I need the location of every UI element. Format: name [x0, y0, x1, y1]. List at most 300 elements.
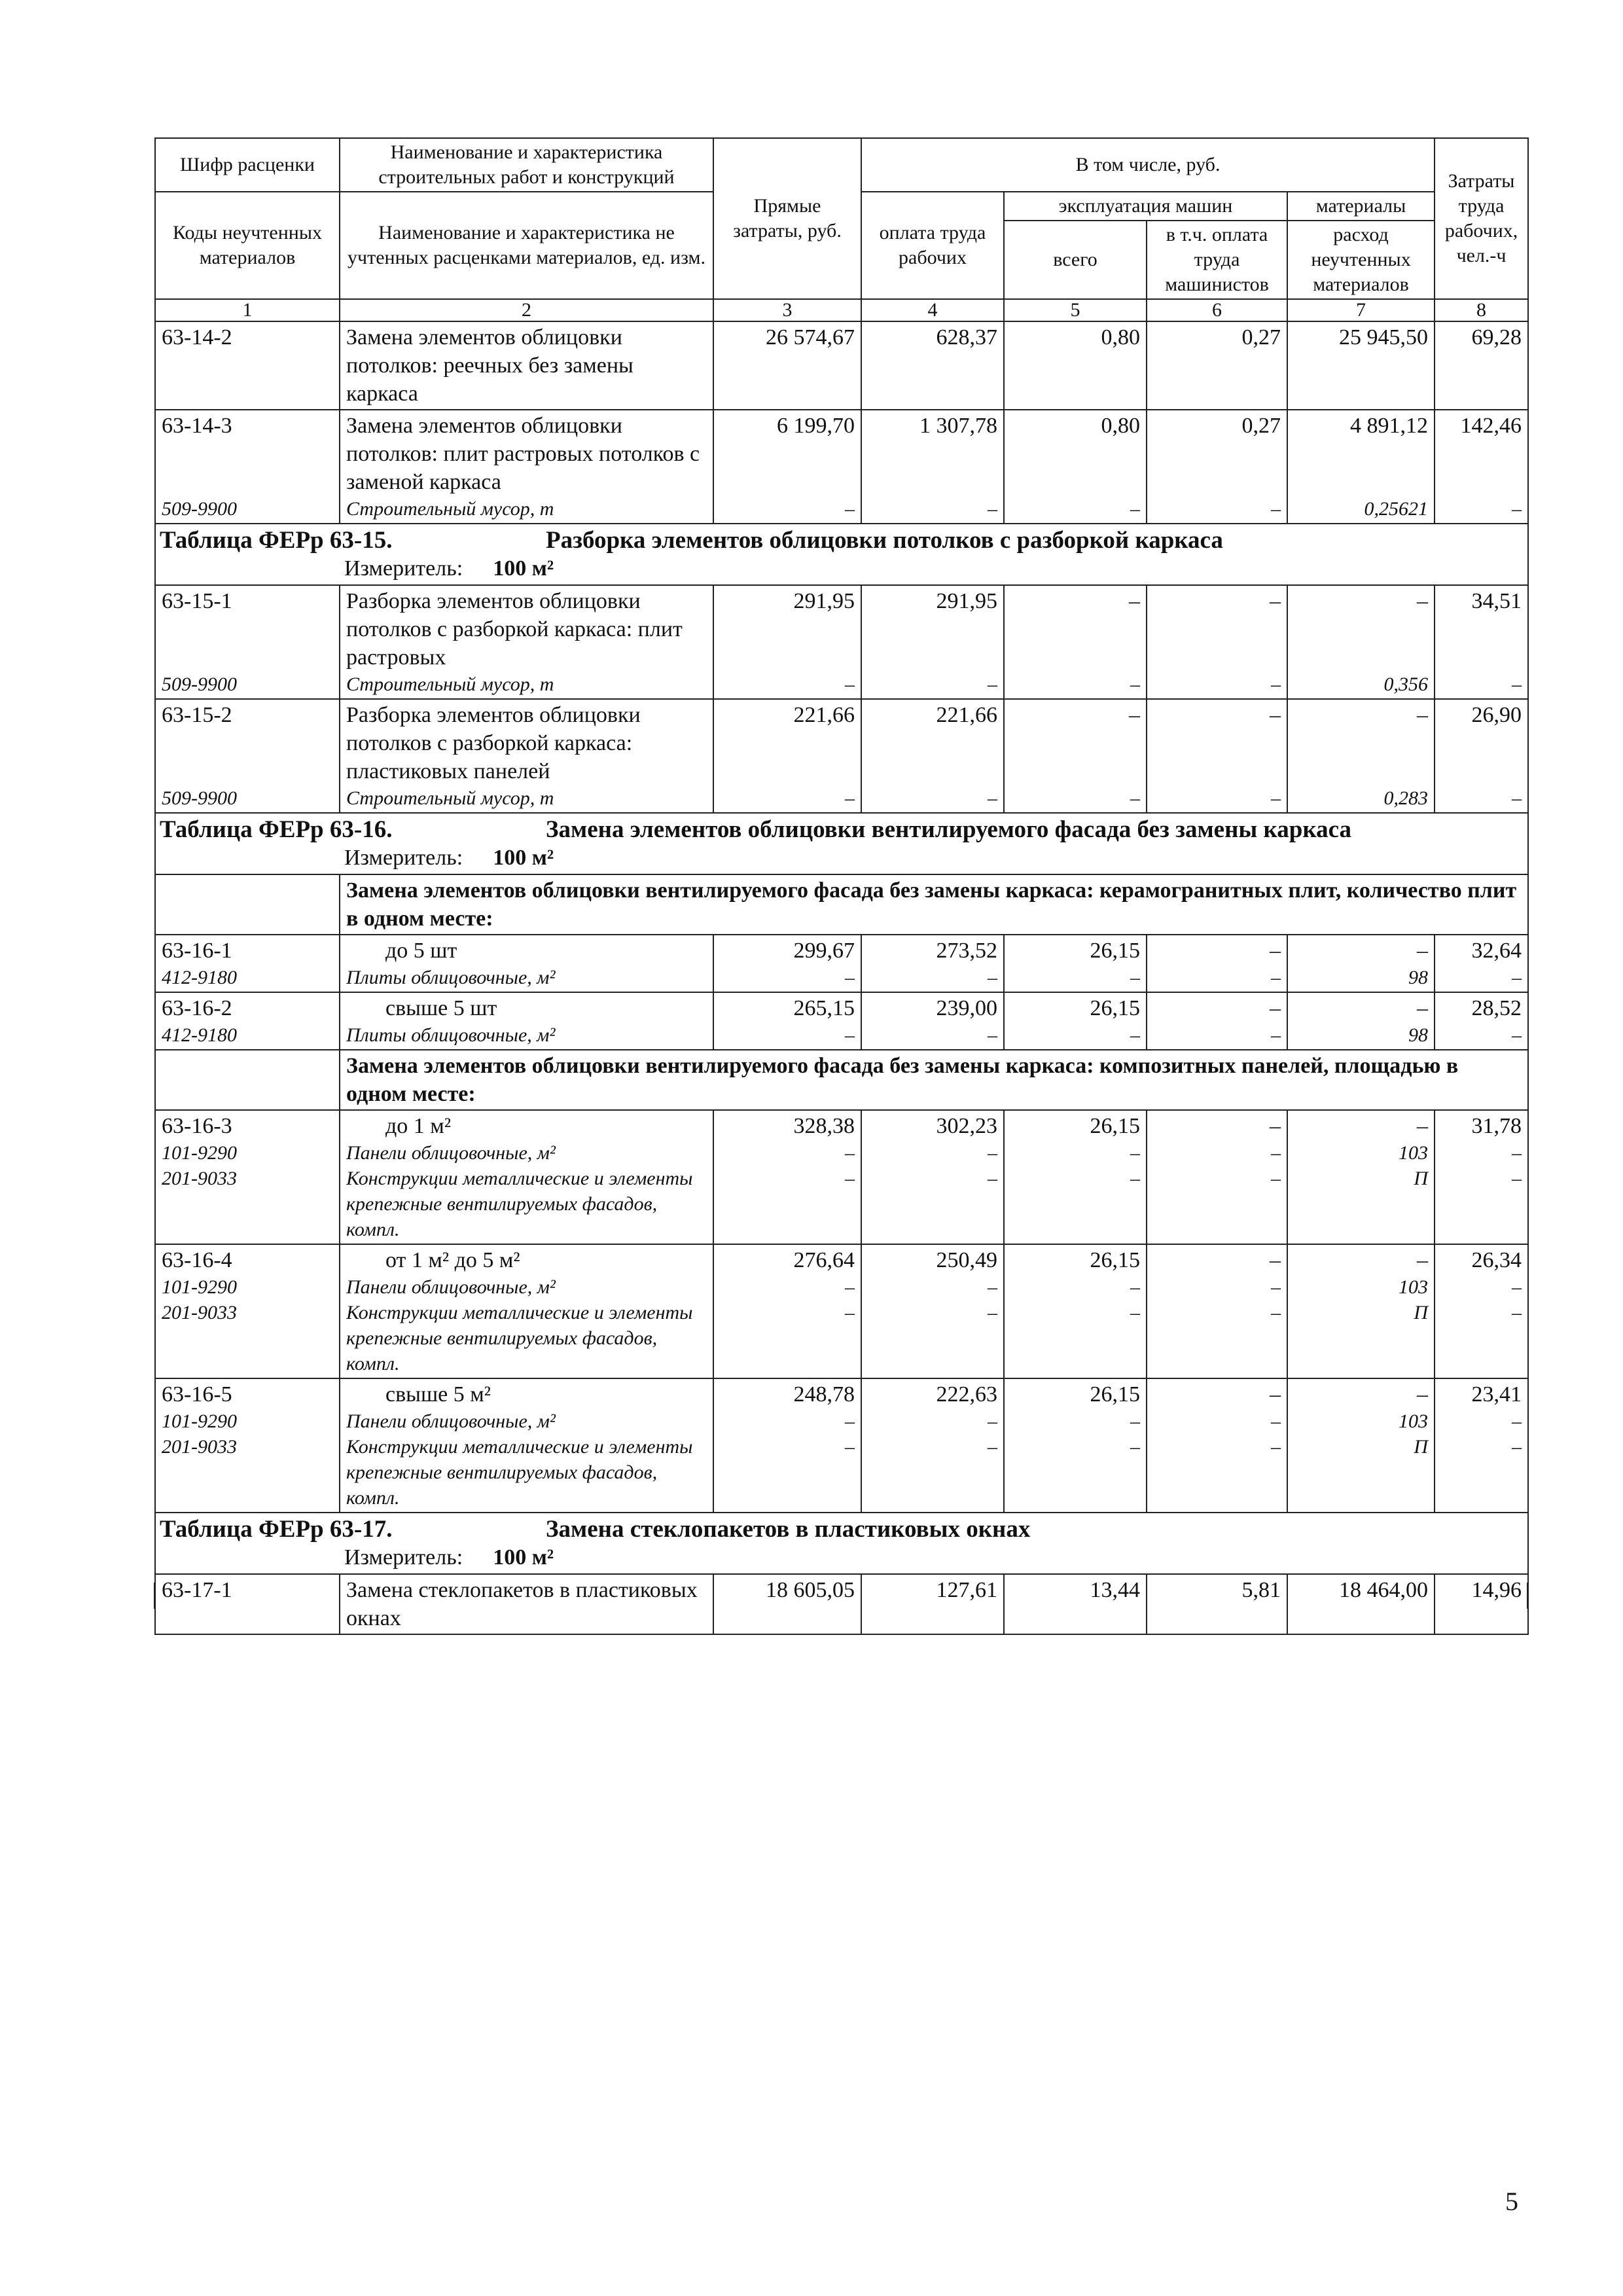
value: 302,23	[936, 1114, 997, 1138]
material-value: –	[1271, 1436, 1281, 1458]
code-cell	[155, 992, 340, 1050]
work-name: свыше 5 м²	[385, 1382, 491, 1407]
material-name: Строительный мусор, т	[346, 498, 554, 520]
material-value: –	[988, 1436, 997, 1458]
value: 32,64	[1471, 939, 1522, 963]
measure-unit: 100 м²	[493, 846, 554, 870]
value: 25 945,50	[1339, 325, 1429, 350]
material-value: –	[845, 673, 855, 695]
value-cell	[1287, 1574, 1435, 1634]
material-value: П	[1414, 1436, 1429, 1458]
material-value: –	[1271, 1142, 1281, 1164]
table-row	[155, 935, 1528, 992]
table-border-tail	[154, 1583, 156, 1609]
header-cipher: Шифр расценки	[155, 138, 340, 192]
rate-code: 63-16-2	[162, 996, 232, 1020]
value-cell	[861, 699, 1004, 813]
value-cell	[861, 1244, 1004, 1378]
value-cell	[713, 585, 861, 699]
work-name: Замена стеклопакетов в пластиковых окнах	[346, 1578, 698, 1630]
rate-code: 63-15-1	[162, 589, 232, 613]
value: 26,15	[1090, 996, 1140, 1020]
table-title-text: Замена элементов облицовки вентилируемого фасада без замены каркаса	[546, 816, 1352, 843]
column-number: 4	[861, 299, 1004, 321]
name-cell	[340, 585, 713, 699]
measure-unit-line	[160, 845, 1524, 871]
value: –	[1270, 996, 1281, 1020]
table-row	[155, 1378, 1528, 1513]
code-cell	[155, 935, 340, 992]
rate-code: 63-15-2	[162, 703, 232, 727]
value: 34,51	[1471, 589, 1522, 613]
table-row	[155, 410, 1528, 524]
table-border-tail	[1527, 1583, 1529, 1609]
price-table	[154, 137, 1529, 1635]
material-value: –	[1512, 1302, 1522, 1323]
value: 0,27	[1241, 414, 1281, 438]
name-cell	[340, 1574, 713, 1634]
material-value: –	[1512, 1436, 1522, 1458]
value-cell	[861, 585, 1004, 699]
rate-code: 63-14-3	[162, 414, 232, 438]
value: –	[1129, 589, 1140, 613]
column-number: 2	[340, 299, 713, 321]
header-name: Наименование и характеристика строительных работ и конструкций	[340, 138, 713, 192]
value: –	[1129, 703, 1140, 727]
value: –	[1417, 1248, 1429, 1272]
table-title-cell	[155, 1513, 1528, 1574]
material-name: Панели облицовочные, м²	[346, 1142, 556, 1164]
material-value: –	[845, 1168, 855, 1189]
header-codes: Коды неучтенных материалов	[155, 192, 340, 299]
value: –	[1417, 939, 1429, 963]
material-value: –	[988, 1276, 997, 1298]
material-value: –	[1130, 1410, 1140, 1432]
value: 0,80	[1101, 325, 1140, 350]
table-row	[155, 321, 1528, 410]
table-title-cell	[155, 813, 1528, 874]
material-name: Строительный мусор, т	[346, 787, 554, 809]
table-title-cell	[155, 524, 1528, 585]
value-cell	[1147, 1378, 1287, 1513]
value: 4 891,12	[1350, 414, 1429, 438]
material-value: –	[1512, 1142, 1522, 1164]
value: 23,41	[1471, 1382, 1522, 1407]
column-number: 5	[1004, 299, 1147, 321]
rate-code: 63-14-2	[162, 325, 232, 350]
value: 328,38	[793, 1114, 855, 1138]
work-name: свыше 5 шт	[385, 996, 497, 1020]
material-value: –	[1130, 1302, 1140, 1323]
value: 1 307,78	[919, 414, 997, 438]
value-cell	[713, 1574, 861, 1634]
group-spacer-cell	[155, 1050, 340, 1110]
material-value: –	[1130, 1276, 1140, 1298]
material-code: 201-9033	[162, 1302, 237, 1323]
value: 142,46	[1460, 414, 1522, 438]
material-code: 201-9033	[162, 1436, 237, 1458]
value: –	[1417, 1382, 1429, 1407]
page-number: 5	[1505, 2187, 1518, 2216]
material-value: –	[1512, 1024, 1522, 1046]
value-cell	[1287, 1110, 1435, 1244]
material-value: –	[845, 498, 855, 520]
material-name: Конструкции металлические и элементы крепежные вентилируемых фасадов, компл.	[346, 1436, 693, 1509]
material-code: 509-9900	[162, 787, 237, 809]
material-value: –	[1512, 673, 1522, 695]
table-number: Таблица ФЕРр 63-17.	[160, 1516, 393, 1543]
material-value: –	[845, 1302, 855, 1323]
value: –	[1417, 589, 1429, 613]
value-cell	[1004, 1244, 1147, 1378]
material-value: 103	[1399, 1276, 1429, 1298]
rate-code: 63-16-1	[162, 939, 232, 963]
material-code: 201-9033	[162, 1168, 237, 1189]
material-value: –	[1130, 1142, 1140, 1164]
column-number: 6	[1147, 299, 1287, 321]
material-value: –	[988, 967, 997, 988]
measure-unit-line	[160, 556, 1524, 582]
work-name: до 1 м²	[385, 1114, 452, 1138]
value: 221,66	[936, 703, 997, 727]
rate-code: 63-17-1	[162, 1578, 232, 1602]
material-value: –	[1130, 1024, 1140, 1046]
material-value: –	[845, 1436, 855, 1458]
value-cell	[1287, 1244, 1435, 1378]
value-cell	[861, 321, 1004, 410]
material-code: 101-9290	[162, 1142, 237, 1164]
material-value: –	[1130, 1436, 1140, 1458]
value-cell	[1004, 410, 1147, 524]
value: 26,15	[1090, 939, 1140, 963]
material-value: –	[1130, 1168, 1140, 1189]
material-value: 0,356	[1383, 673, 1429, 695]
value-cell	[1435, 1378, 1528, 1513]
value-cell	[713, 1110, 861, 1244]
table-row	[155, 699, 1528, 813]
value-cell	[1004, 935, 1147, 992]
table-title	[160, 1515, 1524, 1545]
value: 26,15	[1090, 1114, 1140, 1138]
work-name: от 1 м² до 5 м²	[385, 1248, 520, 1272]
material-value: –	[988, 498, 997, 520]
table-row	[155, 1244, 1528, 1378]
material-value: –	[1130, 967, 1140, 988]
material-value: –	[845, 787, 855, 809]
value-cell	[713, 992, 861, 1050]
material-value: 103	[1399, 1410, 1429, 1432]
value-cell	[713, 1244, 861, 1378]
material-code: 509-9900	[162, 498, 237, 520]
value-cell	[1147, 935, 1287, 992]
column-number: 7	[1287, 299, 1435, 321]
table-title	[160, 526, 1524, 556]
material-name: Плиты облицовочные, м²	[346, 1024, 556, 1046]
value-cell	[1435, 585, 1528, 699]
group-heading: Замена элементов облицовки вентилируемого фасада без замены каркаса: керамогранитных плит, количество плит в одном месте:	[340, 874, 1528, 935]
column-number: 1	[155, 299, 340, 321]
code-cell	[155, 1110, 340, 1244]
code-cell	[155, 699, 340, 813]
value-cell	[1435, 1244, 1528, 1378]
value: –	[1270, 1114, 1281, 1138]
value: 18 464,00	[1339, 1578, 1429, 1602]
material-code: 412-9180	[162, 1024, 237, 1046]
work-name: Разборка элементов облицовки потолков с разборкой каркаса: плит растровых	[346, 589, 683, 670]
value: –	[1270, 1248, 1281, 1272]
value-cell	[1004, 321, 1147, 410]
value-cell	[1435, 1110, 1528, 1244]
material-value: –	[1512, 1276, 1522, 1298]
value: 69,28	[1471, 325, 1522, 350]
work-name: до 5 шт	[385, 939, 457, 963]
value-cell	[861, 1574, 1004, 1634]
material-value: –	[988, 1024, 997, 1046]
value: 127,61	[936, 1578, 997, 1602]
value-cell	[713, 1378, 861, 1513]
value-cell	[1435, 410, 1528, 524]
value-cell	[861, 992, 1004, 1050]
value-cell	[1004, 1110, 1147, 1244]
rate-code: 63-16-4	[162, 1248, 232, 1272]
value-cell	[1287, 585, 1435, 699]
code-cell	[155, 410, 340, 524]
material-value: П	[1414, 1168, 1429, 1189]
material-value: –	[1271, 673, 1281, 695]
material-value: 0,25621	[1364, 498, 1429, 520]
value: 13,44	[1090, 1578, 1140, 1602]
value: 0,80	[1101, 414, 1140, 438]
code-cell	[155, 321, 340, 410]
value: 265,15	[793, 996, 855, 1020]
value-cell	[1435, 935, 1528, 992]
header-including: В том числе, руб.	[861, 138, 1435, 192]
material-value: –	[988, 1142, 997, 1164]
value: 26,15	[1090, 1248, 1140, 1272]
material-value: –	[1512, 787, 1522, 809]
value: –	[1270, 939, 1281, 963]
material-value: –	[1271, 787, 1281, 809]
material-value: –	[1512, 967, 1522, 988]
column-number: 8	[1435, 299, 1528, 321]
material-value: –	[1271, 1024, 1281, 1046]
table-row	[155, 1110, 1528, 1244]
material-value: 0,283	[1383, 787, 1429, 809]
material-value: –	[1271, 967, 1281, 988]
value: 18 605,05	[766, 1578, 855, 1602]
value-cell	[1147, 699, 1287, 813]
value-cell	[1147, 410, 1287, 524]
value-cell	[1287, 410, 1435, 524]
value: 26 574,67	[766, 325, 855, 350]
material-value: 103	[1399, 1142, 1429, 1164]
value-cell	[1147, 321, 1287, 410]
material-value: –	[988, 673, 997, 695]
value-cell	[1147, 992, 1287, 1050]
value-cell	[1435, 1574, 1528, 1634]
material-value: –	[1512, 498, 1522, 520]
material-code: 509-9900	[162, 673, 237, 695]
value: 299,67	[793, 939, 855, 963]
table-title-text: Замена стеклопакетов в пластиковых окнах	[546, 1516, 1031, 1543]
value: 26,90	[1471, 703, 1522, 727]
value-cell	[713, 699, 861, 813]
value-cell	[1287, 321, 1435, 410]
material-value: –	[1130, 673, 1140, 695]
material-value: –	[988, 1410, 997, 1432]
value-cell	[1147, 1574, 1287, 1634]
value: 5,81	[1241, 1578, 1281, 1602]
measure-label: Измеритель:	[344, 1545, 463, 1570]
value: 628,37	[936, 325, 997, 350]
name-cell	[340, 1110, 713, 1244]
code-cell	[155, 1378, 340, 1513]
table-row	[155, 1574, 1528, 1634]
value-cell	[861, 1110, 1004, 1244]
group-heading: Замена элементов облицовки вентилируемого фасада без замены каркаса: композитных панелей, площадью в одном месте:	[340, 1050, 1528, 1110]
measure-label: Измеритель:	[344, 846, 463, 870]
code-cell	[155, 1574, 340, 1634]
value-cell	[1147, 1110, 1287, 1244]
material-name: Панели облицовочные, м²	[346, 1276, 556, 1298]
value: –	[1270, 703, 1281, 727]
group-spacer-cell	[155, 874, 340, 935]
material-value: –	[1271, 1302, 1281, 1323]
value-cell	[1287, 699, 1435, 813]
value: –	[1417, 1114, 1429, 1138]
header-name-sub: Наименование и характеристика не учтенных расценками материалов, ед. изм.	[340, 192, 713, 299]
value-cell	[861, 935, 1004, 992]
table-number: Таблица ФЕРр 63-15.	[160, 527, 393, 554]
material-value: –	[1271, 498, 1281, 520]
value-cell	[1287, 935, 1435, 992]
measure-unit: 100 м²	[493, 556, 554, 581]
value: 26,15	[1090, 1382, 1140, 1407]
material-code: 101-9290	[162, 1276, 237, 1298]
work-name: Разборка элементов облицовки потолков с разборкой каркаса: пластиковых панелей	[346, 703, 641, 783]
name-cell	[340, 1378, 713, 1513]
value: 291,95	[936, 589, 997, 613]
value: 273,52	[936, 939, 997, 963]
value: –	[1270, 1382, 1281, 1407]
value: 28,52	[1471, 996, 1522, 1020]
value: 26,34	[1471, 1248, 1522, 1272]
table-number: Таблица ФЕРр 63-16.	[160, 816, 393, 843]
value: 31,78	[1471, 1114, 1522, 1138]
material-value: 98	[1408, 1024, 1429, 1046]
value-cell	[713, 410, 861, 524]
material-code: 412-9180	[162, 967, 237, 988]
value-cell	[713, 935, 861, 992]
header-machines: эксплуатация машин	[1004, 192, 1287, 221]
value-cell	[1004, 699, 1147, 813]
work-name: Замена элементов облицовки потолков: реечных без замены каркаса	[346, 325, 633, 406]
material-name: Конструкции металлические и элементы крепежные вентилируемых фасадов, компл.	[346, 1302, 693, 1374]
table-title-text: Разборка элементов облицовки потолков с разборкой каркаса	[546, 527, 1223, 554]
material-name: Панели облицовочные, м²	[346, 1410, 556, 1432]
value-cell	[713, 321, 861, 410]
name-cell	[340, 699, 713, 813]
material-value: –	[988, 1168, 997, 1189]
value-cell	[1004, 992, 1147, 1050]
header-materials: материалы	[1287, 192, 1435, 221]
material-value: –	[988, 787, 997, 809]
value: 239,00	[936, 996, 997, 1020]
value-cell	[1147, 1244, 1287, 1378]
value: –	[1270, 589, 1281, 613]
header-labor-cost: Затраты труда рабочих, чел.-ч	[1435, 138, 1528, 299]
measure-unit: 100 м²	[493, 1545, 554, 1570]
value-cell	[1004, 1378, 1147, 1513]
rate-code: 63-16-3	[162, 1114, 232, 1138]
header-labor-pay: оплата труда рабочих	[861, 192, 1004, 299]
material-value: 98	[1408, 967, 1429, 988]
material-value: –	[1271, 1410, 1281, 1432]
rate-code: 63-16-5	[162, 1382, 232, 1407]
value-cell	[861, 410, 1004, 524]
value: 6 199,70	[777, 414, 855, 438]
material-value: –	[1271, 1276, 1281, 1298]
value-cell	[861, 1378, 1004, 1513]
value-cell	[1287, 992, 1435, 1050]
work-name: Замена элементов облицовки потолков: плит растровых потолков с заменой каркаса	[346, 414, 700, 494]
header-direct-costs: Прямые затраты, руб.	[713, 138, 861, 299]
value-cell	[1004, 1574, 1147, 1634]
material-value: –	[988, 1302, 997, 1323]
material-name: Конструкции металлические и элементы крепежные вентилируемых фасадов, компл.	[346, 1168, 693, 1240]
name-cell	[340, 935, 713, 992]
column-number: 3	[713, 299, 861, 321]
table-row	[155, 585, 1528, 699]
header-machinists-pay: в т.ч. оплата труда машинистов	[1147, 221, 1287, 299]
measure-label: Измеритель:	[344, 556, 463, 581]
material-value: –	[1130, 787, 1140, 809]
table-title	[160, 815, 1524, 845]
material-value: –	[845, 1142, 855, 1164]
value: 0,27	[1241, 325, 1281, 350]
measure-unit-line	[160, 1545, 1524, 1571]
material-name: Строительный мусор, т	[346, 673, 554, 695]
material-value: П	[1414, 1302, 1429, 1323]
value-cell	[1435, 699, 1528, 813]
value-cell	[1435, 321, 1528, 410]
material-value: –	[1271, 1168, 1281, 1189]
value-cell	[1287, 1378, 1435, 1513]
table-row	[155, 992, 1528, 1050]
material-value: –	[845, 967, 855, 988]
name-cell	[340, 321, 713, 410]
material-value: –	[1130, 498, 1140, 520]
name-cell	[340, 1244, 713, 1378]
name-cell	[340, 992, 713, 1050]
value: 250,49	[936, 1248, 997, 1272]
header-machines-total: всего	[1004, 221, 1147, 299]
header-materials-use: расход неучтенных материалов	[1287, 221, 1435, 299]
code-cell	[155, 1244, 340, 1378]
value: 276,64	[793, 1248, 855, 1272]
value-cell	[1004, 585, 1147, 699]
value: 222,63	[936, 1382, 997, 1407]
value-cell	[1435, 992, 1528, 1050]
value: 248,78	[793, 1382, 855, 1407]
material-value: –	[845, 1276, 855, 1298]
value: 14,96	[1471, 1578, 1522, 1602]
material-value: –	[845, 1410, 855, 1432]
value: 291,95	[793, 589, 855, 613]
value: –	[1417, 703, 1429, 727]
material-value: –	[1512, 1168, 1522, 1189]
material-value: –	[1512, 1410, 1522, 1432]
